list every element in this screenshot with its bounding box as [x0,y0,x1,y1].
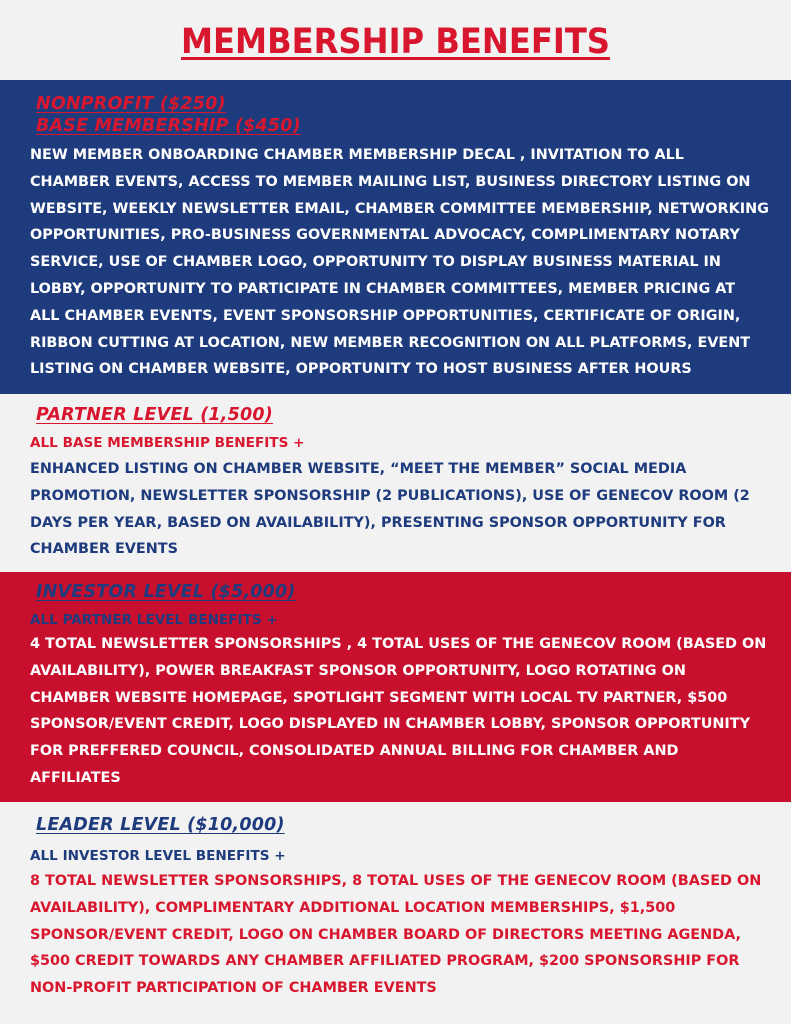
benefit-line: CHAMBER EVENTS [30,541,178,558]
investor-level-section [0,572,791,802]
base-membership-heading: BASE MEMBERSHIP ($450) [36,116,301,136]
benefit-line: PROMOTION, NEWSLETTER SPONSORSHIP (2 PUBLICATIONS), USE OF GENECOV ROOM (2 [30,487,750,504]
investor-includes: ALL PARTNER LEVEL BENEFITS + [30,612,278,628]
benefit-line: AFFILIATES [30,769,121,786]
benefit-line: FOR PREFFERED COUNCIL, CONSOLIDATED ANNUAL BILLING FOR CHAMBER AND [30,743,679,760]
page-title: MEMBERSHIP BENEFITS [181,22,610,62]
benefit-line: 4 TOTAL NEWSLETTER SPONSORSHIPS , 4 TOTAL USES OF THE GENECOV ROOM (BASED ON [30,636,767,652]
benefit-line: 8 TOTAL NEWSLETTER SPONSORSHIPS, 8 TOTAL USES OF THE GENECOV ROOM (BASED ON [30,873,762,889]
partner-benefits-text [30,456,775,563]
leader-benefits-text [30,868,775,1002]
benefit-line: CHAMBER EVENTS, ACCESS TO MEMBER MAILING LIST, BUSINESS DIRECTORY LISTING ON [30,173,751,190]
benefit-line: WEBSITE, WEEKLY NEWSLETTER EMAIL, CHAMBER COMMITTEE MEMBERSHIP, NETWORKING [30,200,769,217]
benefit-line: RIBBON CUTTING AT LOCATION, NEW MEMBER RECOGNITION ON ALL PLATFORMS, EVENT [30,334,751,351]
benefit-line: NON-PROFIT PARTICIPATION OF CHAMBER EVENTS [30,980,437,997]
leader-level-section [0,802,791,1024]
benefit-line: ENHANCED LISTING ON CHAMBER WEBSITE, “MEET THE MEMBER” SOCIAL MEDIA [30,461,687,477]
benefit-line: AVAILABILITY), COMPLIMENTARY ADDITIONAL LOCATION MEMBERSHIPS, $1,500 [30,899,676,916]
benefit-line: NEW MEMBER ONBOARDING CHAMBER MEMBERSHIP DECAL , INVITATION TO ALL [30,147,684,163]
benefit-line: SPONSOR/EVENT CREDIT, LOGO DISPLAYED IN CHAMBER LOBBY, SPONSOR OPPORTUNITY [30,716,751,733]
benefit-line: LISTING ON CHAMBER WEBSITE, OPPORTUNITY TO HOST BUSINESS AFTER HOURS [30,361,692,378]
leader-includes: ALL INVESTOR LEVEL BENEFITS + [30,848,286,864]
nonprofit-heading: NONPROFIT ($250) [36,94,226,114]
base-benefits-text [30,142,775,383]
benefit-line: SERVICE, USE OF CHAMBER LOGO, OPPORTUNITY TO DISPLAY BUSINESS MATERIAL IN [30,254,721,271]
benefit-line: AVAILABILITY), POWER BREAKFAST SPONSOR OPPORTUNITY, LOGO ROTATING ON [30,662,686,679]
base-membership-section [0,80,791,394]
benefit-line: OPPORTUNITIES, PRO-BUSINESS GOVERNMENTAL ADVOCACY, COMPLIMENTARY NOTARY [30,227,740,244]
investor-level-heading: INVESTOR LEVEL ($5,000) [36,582,296,602]
leader-level-heading: LEADER LEVEL ($10,000) [36,815,285,835]
partner-includes: ALL BASE MEMBERSHIP BENEFITS + [30,435,305,451]
benefit-line: SPONSOR/EVENT CREDIT, LOGO ON CHAMBER BOARD OF DIRECTORS MEETING AGENDA, [30,926,741,943]
benefit-line: DAYS PER YEAR, BASED ON AVAILABILITY), PRESENTING SPONSOR OPPORTUNITY FOR [30,514,726,531]
partner-level-section [0,394,791,572]
benefit-line: $500 CREDIT TOWARDS ANY CHAMBER AFFILIATED PROGRAM, $200 SPONSORSHIP FOR [30,953,740,970]
benefit-line: LOBBY, OPPORTUNITY TO PARTICIPATE IN CHAMBER COMMITTEES, MEMBER PRICING AT [30,280,736,297]
partner-level-heading: PARTNER LEVEL (1,500) [36,405,273,425]
benefit-line: CHAMBER WEBSITE HOMEPAGE, SPOTLIGHT SEGMENT WITH LOCAL TV PARTNER, $500 [30,689,728,706]
investor-benefits-text [30,631,775,792]
benefit-line: ALL CHAMBER EVENTS, EVENT SPONSORSHIP OPPORTUNITIES, CERTIFICATE OF ORIGIN, [30,307,741,324]
